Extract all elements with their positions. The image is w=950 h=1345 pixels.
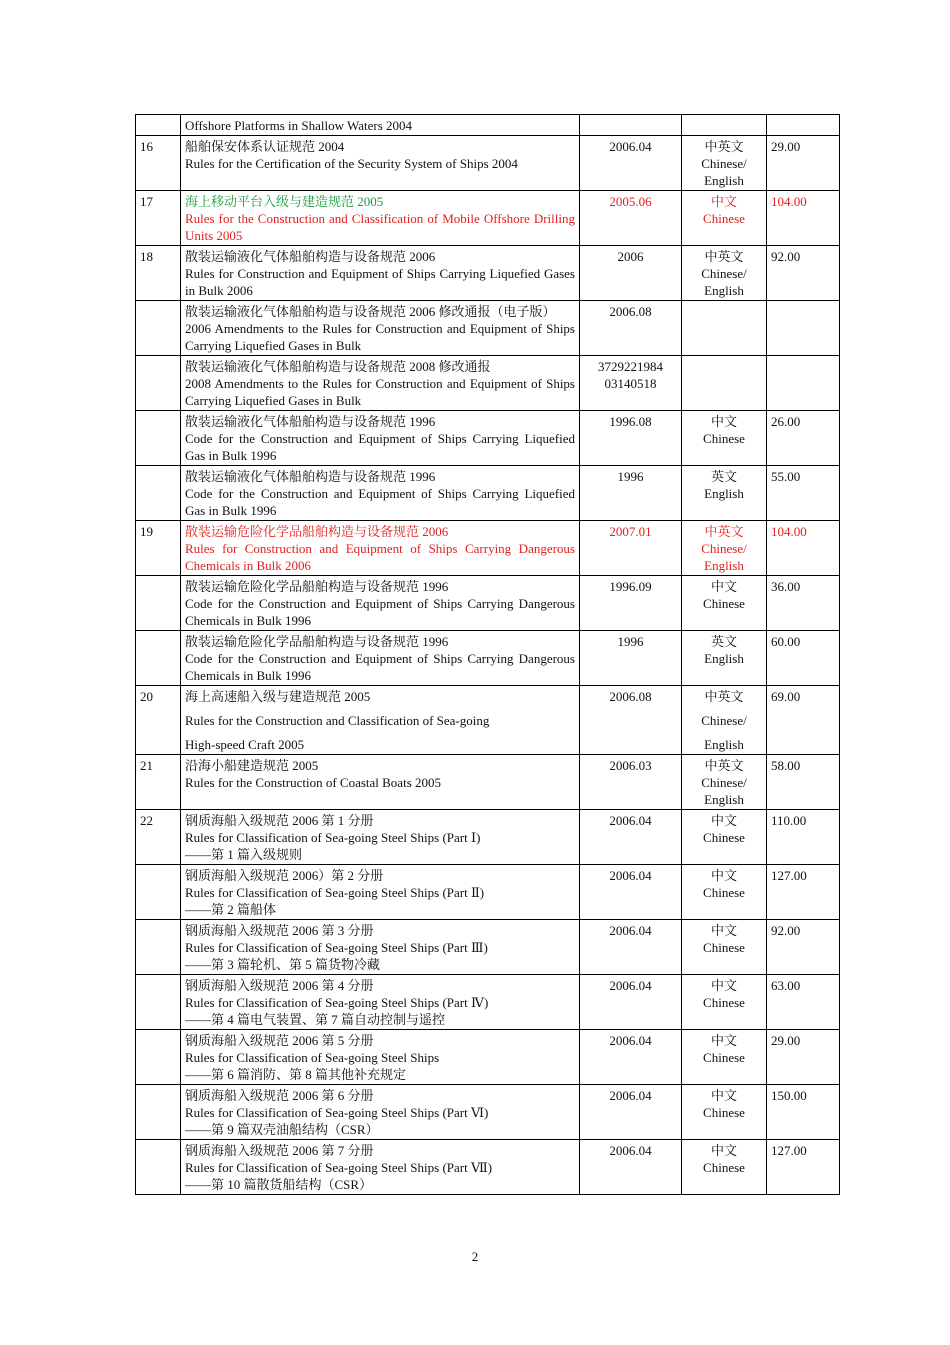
- language-line: Chinese: [703, 431, 745, 446]
- language-line: 中英文: [704, 758, 744, 773]
- table-row: [136, 246, 840, 301]
- title-line: Code for the Construction and Equipment of Ships Carrying Liquefied Gas in Bulk 1996: [185, 486, 575, 518]
- title-line: 散装运输危险化学品船舶构造与设备规范 2006: [185, 524, 449, 539]
- publication-date: [580, 136, 682, 191]
- language: [682, 411, 767, 466]
- language-line: 中文: [710, 414, 737, 429]
- title-line: 钢质海船入级规范 2006 第 1 分册: [185, 813, 374, 828]
- title-line: 沿海小船建造规范 2005: [185, 758, 319, 773]
- language: [682, 246, 767, 301]
- language-line: English: [704, 173, 744, 188]
- table-row: [136, 810, 840, 865]
- language: [682, 1140, 767, 1195]
- item-number: 18: [136, 246, 181, 301]
- rule-title: [181, 1085, 580, 1140]
- rule-title: [181, 975, 580, 1030]
- language-line: 中英文: [704, 139, 744, 154]
- price: 36.00: [767, 576, 840, 631]
- language-line: 中文: [710, 1033, 737, 1048]
- price: 127.00: [767, 1140, 840, 1195]
- title-line: 散装运输液化气体船舶构造与设备规范 2008 修改通报: [185, 359, 491, 374]
- rule-title: [181, 115, 580, 136]
- rule-title: [181, 686, 580, 755]
- title-line: 散装运输液化气体船舶构造与设备规范 1996: [185, 469, 436, 484]
- title-line: 2008 Amendments to the Rules for Construction and Equipment of Ships Carrying Liquefied Gases in Bulk: [185, 376, 575, 408]
- rule-title: [181, 631, 580, 686]
- table-row: [136, 1140, 840, 1195]
- title-line: Offshore Platforms in Shallow Waters 2004: [185, 118, 413, 133]
- language-line: Chinese/: [701, 775, 747, 790]
- item-number: [136, 301, 181, 356]
- date-line: 3729221984: [598, 359, 663, 374]
- date-line: 2006.08: [609, 304, 652, 319]
- language-line: 中英文: [704, 524, 744, 539]
- rule-title: [181, 466, 580, 521]
- item-number: 17: [136, 191, 181, 246]
- language-line: 中文: [710, 923, 737, 938]
- rule-title: [181, 755, 580, 810]
- title-line: ——第 3 篇轮机、第 5 篇货物冷藏: [185, 957, 381, 972]
- language-line: Chinese: [703, 1050, 745, 1065]
- title-line: Code for the Construction and Equipment of Ships Carrying Liquefied Gas in Bulk 1996: [185, 431, 575, 463]
- item-number: [136, 466, 181, 521]
- language-line: 英文: [710, 634, 737, 649]
- title-line: ——第 4 篇电气装置、第 7 篇自动控制与遥控: [185, 1012, 446, 1027]
- price: 63.00: [767, 975, 840, 1030]
- publication-date: [580, 246, 682, 301]
- publication-date: [580, 975, 682, 1030]
- title-line: 船舶保安体系认证规范 2004: [185, 139, 345, 154]
- title-line: Rules for Construction and Equipment of Ships Carrying Dangerous Chemicals in Bulk 2006: [185, 541, 575, 573]
- title-line: Rules for Classification of Sea-going Steel Ships (Part Ⅲ): [185, 940, 488, 955]
- publication-date: [580, 191, 682, 246]
- price: 55.00: [767, 466, 840, 521]
- language: [682, 686, 767, 755]
- rule-title: [181, 191, 580, 246]
- item-number: [136, 356, 181, 411]
- date-line: 2006.04: [609, 868, 652, 883]
- item-number: 16: [136, 136, 181, 191]
- rule-title: [181, 521, 580, 576]
- item-number: [136, 576, 181, 631]
- language-line: 中文: [710, 579, 737, 594]
- table-row: [136, 136, 840, 191]
- rule-title: [181, 865, 580, 920]
- date-line: 1996.09: [609, 579, 652, 594]
- price: 127.00: [767, 865, 840, 920]
- publication-date: [580, 521, 682, 576]
- table-row: [136, 920, 840, 975]
- table-row: [136, 466, 840, 521]
- language-line: 中文: [710, 813, 737, 828]
- price: [767, 356, 840, 411]
- title-line: ——第 10 篇散货船结构（CSR）: [185, 1177, 373, 1192]
- item-number: [136, 975, 181, 1030]
- title-line: Rules for Classification of Sea-going Steel Ships (Part Ⅶ): [185, 1160, 493, 1175]
- table-row: [136, 865, 840, 920]
- language-line: Chinese/: [701, 156, 747, 171]
- language: [682, 1030, 767, 1085]
- title-line: Rules for Construction and Equipment of Ships Carrying Liquefied Gases in Bulk 2006: [185, 266, 575, 298]
- rule-title: [181, 411, 580, 466]
- table-row: [136, 1085, 840, 1140]
- language: [682, 865, 767, 920]
- date-line: 2006.04: [609, 923, 652, 938]
- language-line: Chinese/: [701, 713, 747, 728]
- language-line: Chinese/: [701, 541, 747, 556]
- table-row: [136, 686, 840, 755]
- date-line: 1996: [617, 634, 644, 649]
- publication-date: [580, 356, 682, 411]
- title-line: Rules for the Construction of Coastal Boats 2005: [185, 775, 442, 790]
- date-line: 2006: [617, 249, 644, 264]
- item-number: 21: [136, 755, 181, 810]
- language-line: Chinese: [703, 940, 745, 955]
- rule-title: [181, 301, 580, 356]
- language-line: English: [704, 486, 744, 501]
- rules-catalog-table: [135, 114, 840, 1195]
- price: 110.00: [767, 810, 840, 865]
- publication-date: [580, 576, 682, 631]
- publication-date: [580, 1030, 682, 1085]
- language-line: Chinese/: [701, 266, 747, 281]
- price: 29.00: [767, 1030, 840, 1085]
- language: [682, 521, 767, 576]
- language: [682, 115, 767, 136]
- title-line: ——第 9 篇双壳油船结构（CSR）: [185, 1122, 379, 1137]
- table-row: [136, 631, 840, 686]
- item-number: [136, 1140, 181, 1195]
- item-number: 19: [136, 521, 181, 576]
- table-row: [136, 755, 840, 810]
- item-number: [136, 1085, 181, 1140]
- title-line: High-speed Craft 2005: [185, 737, 305, 752]
- table-row: [136, 576, 840, 631]
- item-number: [136, 411, 181, 466]
- language-line: Chinese: [703, 885, 745, 900]
- date-line: 2005.06: [609, 194, 652, 209]
- title-line: ——第 6 篇消防、第 8 篇其他补充规定: [185, 1067, 407, 1082]
- language: [682, 466, 767, 521]
- title-line: 散装运输危险化学品船舶构造与设备规范 1996: [185, 634, 449, 649]
- publication-date: [580, 686, 682, 755]
- publication-date: [580, 810, 682, 865]
- title-line: Rules for Classification of Sea-going Steel Ships (Part Ⅳ): [185, 995, 489, 1010]
- date-line: 2006.04: [609, 1143, 652, 1158]
- title-line: 钢质海船入级规范 2006 第 5 分册: [185, 1033, 374, 1048]
- title-line: Code for the Construction and Equipment of Ships Carrying Dangerous Chemicals in Bulk 1996: [185, 596, 575, 628]
- language: [682, 920, 767, 975]
- language-line: Chinese: [703, 1105, 745, 1120]
- price: 58.00: [767, 755, 840, 810]
- item-number: [136, 115, 181, 136]
- language: [682, 356, 767, 411]
- title-line: Rules for Classification of Sea-going Steel Ships (Part Ⅰ): [185, 830, 481, 845]
- language-line: English: [704, 792, 744, 807]
- title-line: 散装运输危险化学品船舶构造与设备规范 1996: [185, 579, 449, 594]
- table-row: [136, 191, 840, 246]
- title-line: 海上高速船入级与建造规范 2005: [185, 689, 371, 704]
- language: [682, 1085, 767, 1140]
- item-number: [136, 631, 181, 686]
- publication-date: [580, 466, 682, 521]
- title-line: 钢质海船入级规范 2006）第 2 分册: [185, 868, 384, 883]
- price: [767, 301, 840, 356]
- page-number: 2: [471, 1249, 479, 1264]
- title-line: 钢质海船入级规范 2006 第 3 分册: [185, 923, 374, 938]
- language: [682, 136, 767, 191]
- table-row: [136, 411, 840, 466]
- title-line: Code for the Construction and Equipment of Ships Carrying Dangerous Chemicals in Bulk 1996: [185, 651, 575, 683]
- title-line: 钢质海船入级规范 2006 第 7 分册: [185, 1143, 374, 1158]
- language-line: Chinese: [703, 596, 745, 611]
- table-row: [136, 1030, 840, 1085]
- title-line: ——第 1 篇入级规则: [185, 847, 303, 862]
- publication-date: [580, 301, 682, 356]
- publication-date: [580, 631, 682, 686]
- language-line: English: [704, 283, 744, 298]
- date-line: 2006.04: [609, 978, 652, 993]
- title-line: 钢质海船入级规范 2006 第 4 分册: [185, 978, 374, 993]
- rule-title: [181, 576, 580, 631]
- price: 104.00: [767, 191, 840, 246]
- table-row: [136, 356, 840, 411]
- publication-date: [580, 1085, 682, 1140]
- title-line: Rules for Classification of Sea-going Steel Ships: [185, 1050, 440, 1065]
- language-line: 英文: [710, 469, 737, 484]
- title-line: Rules for Classification of Sea-going Steel Ships (Part Ⅵ): [185, 1105, 489, 1120]
- language-line: English: [704, 651, 744, 666]
- title-line: 散装运输液化气体船舶构造与设备规范 2006: [185, 249, 436, 264]
- language-line: 中文: [710, 1143, 737, 1158]
- language: [682, 576, 767, 631]
- date-line: 2006.04: [609, 1033, 652, 1048]
- item-number: [136, 865, 181, 920]
- item-number: 22: [136, 810, 181, 865]
- rule-title: [181, 810, 580, 865]
- price: 69.00: [767, 686, 840, 755]
- language-line: Chinese: [703, 995, 745, 1010]
- rule-title: [181, 246, 580, 301]
- title-line: Rules for Classification of Sea-going Steel Ships (Part Ⅱ): [185, 885, 485, 900]
- rule-title: [181, 920, 580, 975]
- date-line: 2006.08: [609, 689, 652, 704]
- price: 60.00: [767, 631, 840, 686]
- title-line: 2006 Amendments to the Rules for Construction and Equipment of Ships Carrying Liquefied Gases in Bulk: [185, 321, 575, 353]
- date-line: 03140518: [604, 376, 657, 391]
- table-row: [136, 521, 840, 576]
- language-line: 中文: [710, 1088, 737, 1103]
- title-line: Rules for the Construction and Classification of Mobile Offshore Drilling Units 2005: [185, 211, 575, 243]
- publication-date: [580, 411, 682, 466]
- item-number: [136, 920, 181, 975]
- language: [682, 975, 767, 1030]
- price: 29.00: [767, 136, 840, 191]
- date-line: 2007.01: [609, 524, 652, 539]
- date-line: 2006.04: [609, 1088, 652, 1103]
- date-line: 2006.04: [609, 139, 652, 154]
- language: [682, 755, 767, 810]
- publication-date: [580, 920, 682, 975]
- date-line: 2006.04: [609, 813, 652, 828]
- rule-title: [181, 356, 580, 411]
- rule-title: [181, 136, 580, 191]
- language-line: Chinese: [703, 1160, 745, 1175]
- price: 104.00: [767, 521, 840, 576]
- price: 26.00: [767, 411, 840, 466]
- language-line: English: [704, 737, 744, 752]
- rule-title: [181, 1030, 580, 1085]
- language-line: Chinese: [703, 211, 745, 226]
- catalog-body: [136, 115, 840, 1195]
- language: [682, 191, 767, 246]
- language: [682, 810, 767, 865]
- language-line: 中文: [710, 868, 737, 883]
- date-line: 1996: [617, 469, 644, 484]
- title-line: Rules for the Construction and Classification of Sea-going: [185, 713, 490, 728]
- publication-date: [580, 865, 682, 920]
- item-number: 20: [136, 686, 181, 755]
- table-row: [136, 301, 840, 356]
- language-line: 中英文: [704, 249, 744, 264]
- publication-date: [580, 755, 682, 810]
- language-line: Chinese: [703, 830, 745, 845]
- language: [682, 301, 767, 356]
- price: 92.00: [767, 920, 840, 975]
- title-line: ——第 2 篇船体: [185, 902, 277, 917]
- language-line: 中英文: [704, 689, 744, 704]
- table-row: [136, 115, 840, 136]
- title-line: 海上移动平台入级与建造规范 2005: [185, 194, 384, 209]
- price: [767, 115, 840, 136]
- title-line: 钢质海船入级规范 2006 第 6 分册: [185, 1088, 374, 1103]
- title-line: 散装运输液化气体船舶构造与设备规范 2006 修改通报（电子版）: [185, 304, 556, 319]
- price: 92.00: [767, 246, 840, 301]
- item-number: [136, 1030, 181, 1085]
- language-line: 中文: [710, 978, 737, 993]
- date-line: 2006.03: [609, 758, 652, 773]
- rule-title: [181, 1140, 580, 1195]
- title-line: 散装运输液化气体船舶构造与设备规范 1996: [185, 414, 436, 429]
- language-line: 中文: [710, 194, 737, 209]
- date-line: 1996.08: [609, 414, 652, 429]
- publication-date: [580, 1140, 682, 1195]
- language-line: English: [704, 558, 744, 573]
- language: [682, 631, 767, 686]
- table-row: [136, 975, 840, 1030]
- price: 150.00: [767, 1085, 840, 1140]
- publication-date: [580, 115, 682, 136]
- title-line: Rules for the Certification of the Security System of Ships 2004: [185, 156, 518, 171]
